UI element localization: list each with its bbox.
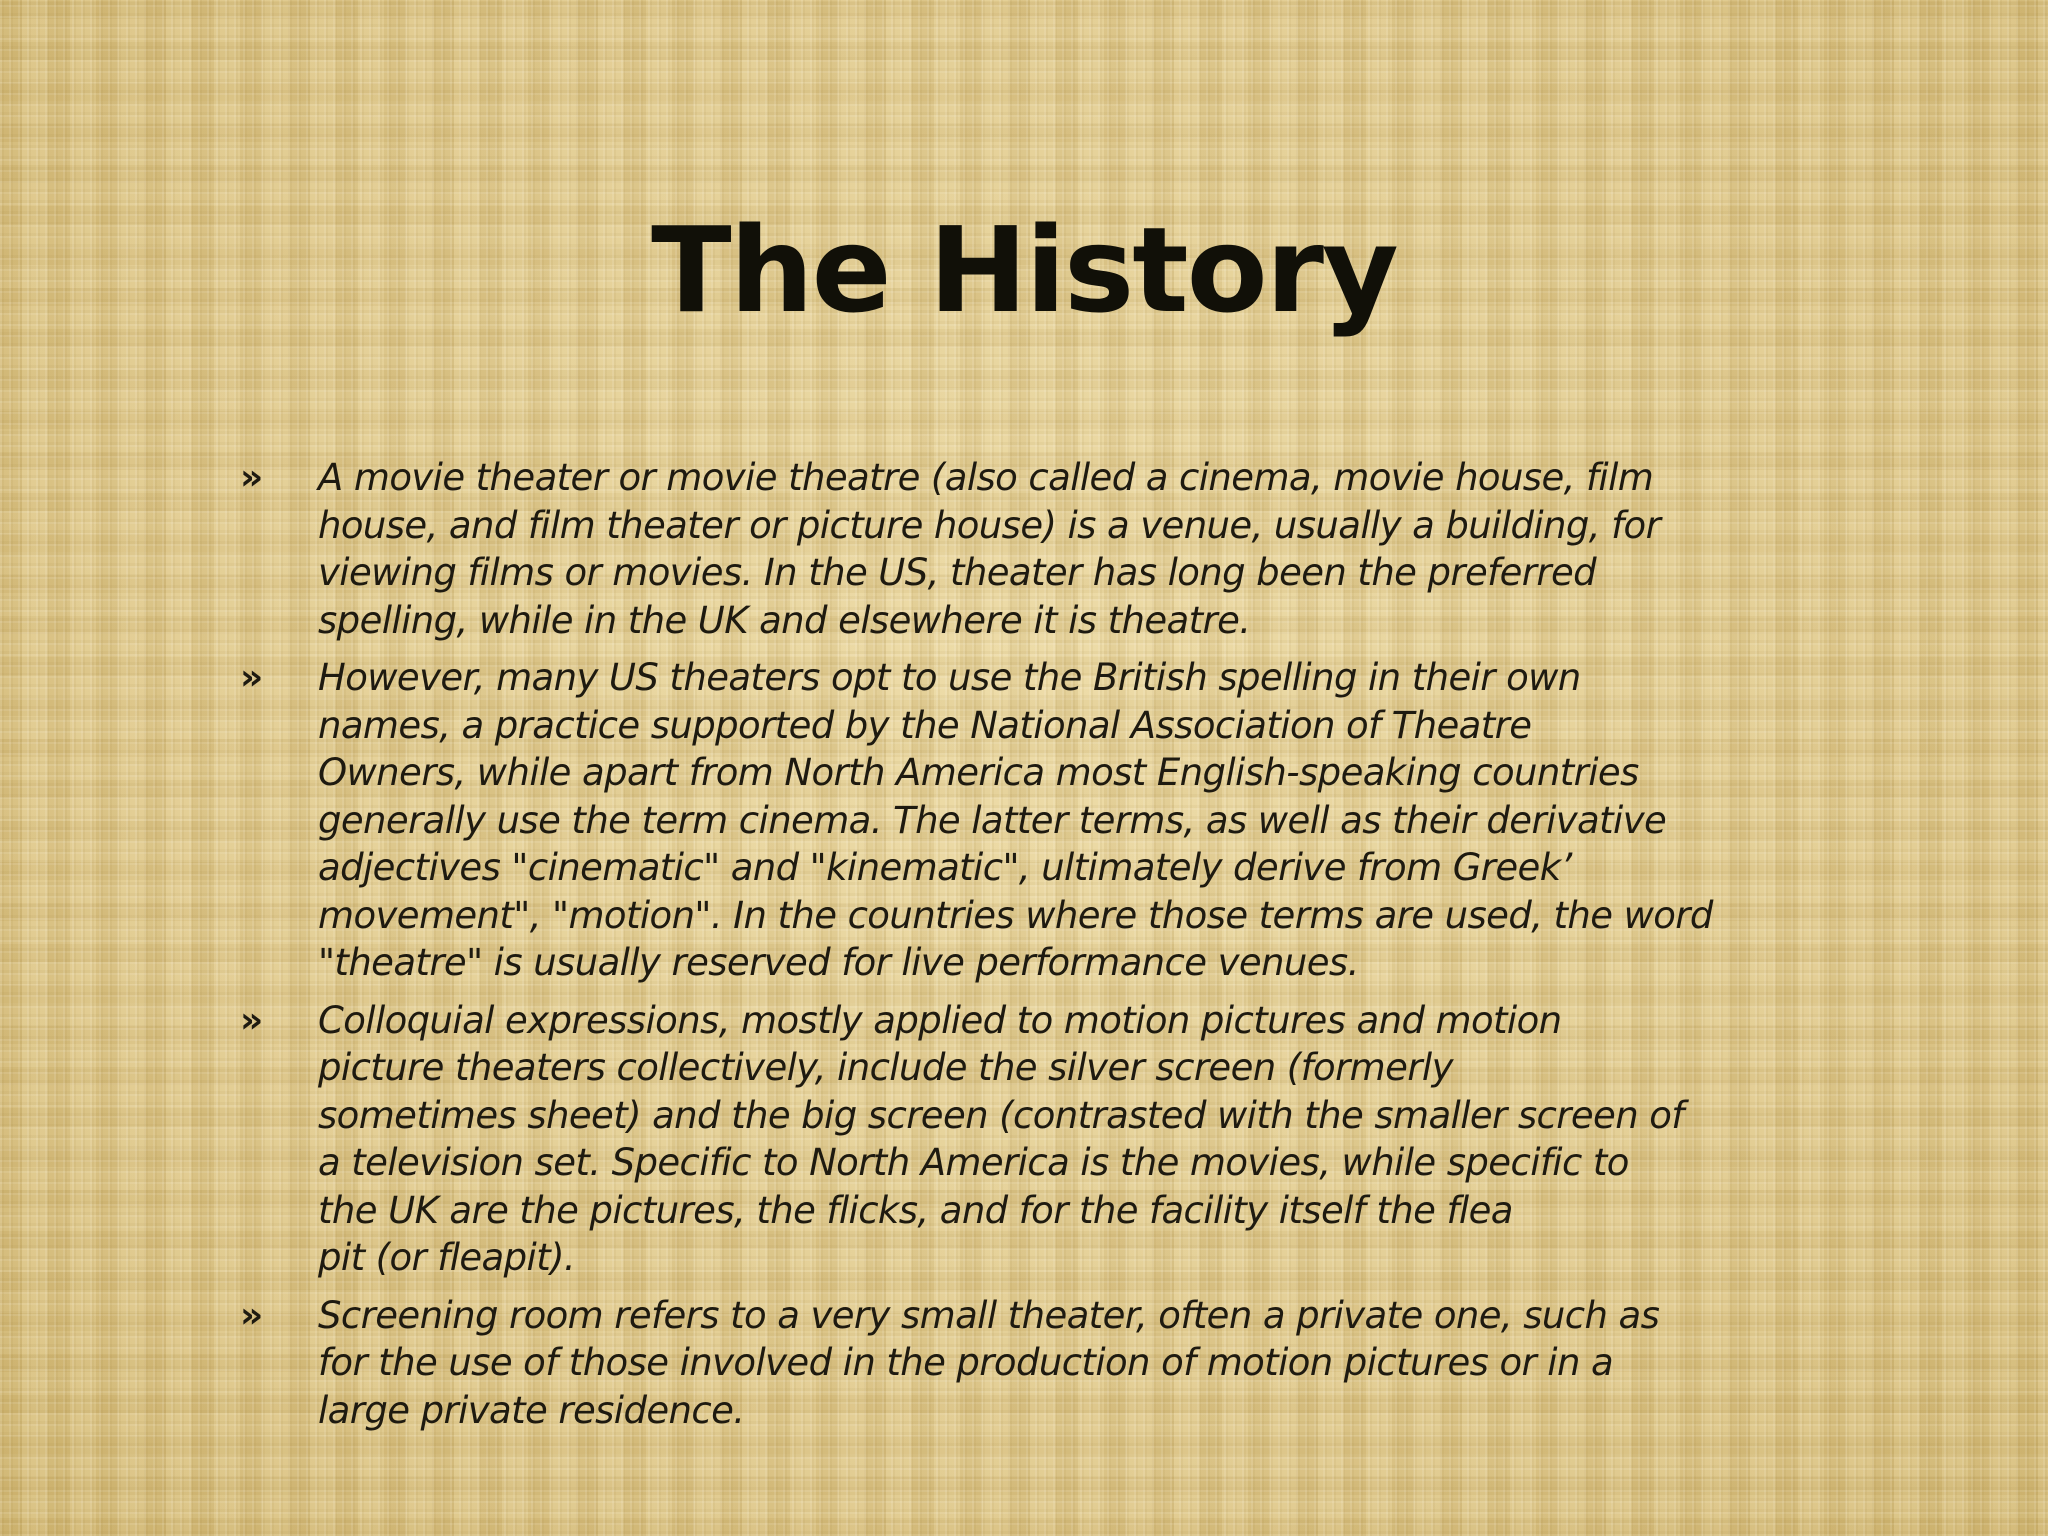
bullet-item [240,997,1800,1282]
bullet-line: large private residence. [318,1388,745,1432]
bullet-line: Owners, while apart from North America most English-speaking countries [318,751,1639,794]
bullet-marker-icon: » [240,657,264,698]
bullet-line: "theatre" is usually reserved for live performance venues. [318,941,1359,984]
bullet-line: viewing films or movies. In the US, theater has long been the preferred [318,551,1597,594]
bullet-line: picture theaters collectively, include the silver screen (formerly [318,1046,1453,1089]
bullet-marker-icon: » [240,1294,264,1336]
bullet-line: generally use the term cinema. The latter terms, as well as their derivative [318,798,1667,842]
bullet-line: sometimes sheet) and the big screen (contrasted with the smaller screen of [318,1093,1684,1137]
bullet-line: a television set. Specific to North America is the movies, while specific to [318,1141,1629,1184]
bullet-item [240,654,1800,987]
bullet-line: A movie theater or movie theatre (also called a cinema, movie house, film [318,456,1654,499]
bullet-line: movement", "motion". In the countries where those terms are used, the word [318,893,1713,937]
bullet-marker-icon: » [240,999,264,1041]
bullet-line: Screening room refers to a very small theater, often a private one, such as [318,1293,1660,1337]
bullet-line: Colloquial expressions, mostly applied to motion pictures and motion [318,998,1562,1042]
slide-title: The History [651,201,1397,339]
bullet-marker-icon: » [240,457,264,498]
bullet-line: However, many US theaters opt to use the British spelling in their own [318,656,1581,699]
bullet-item [240,454,1800,644]
bullet-line: for the use of those involved in the production of motion pictures or in a [318,1341,1614,1384]
bullet-line: the UK are the pictures, the flicks, and for the facility itself the flea [318,1188,1513,1232]
bullet-line: house, and film theater or picture house) is a venue, usually a building, for [318,503,1661,547]
bullet-item [240,1292,1800,1435]
bullet-list [240,454,1800,1444]
bullet-line: pit (or fleapit). [318,1236,576,1279]
bullet-line: adjectives "cinematic" and "kinematic", ultimately derive from Greek’ [318,846,1572,889]
bullet-line: names, a practice supported by the National Association of Theatre [318,703,1532,747]
bullet-line: spelling, while in the UK and elsewhere it is theatre. [318,598,1251,642]
